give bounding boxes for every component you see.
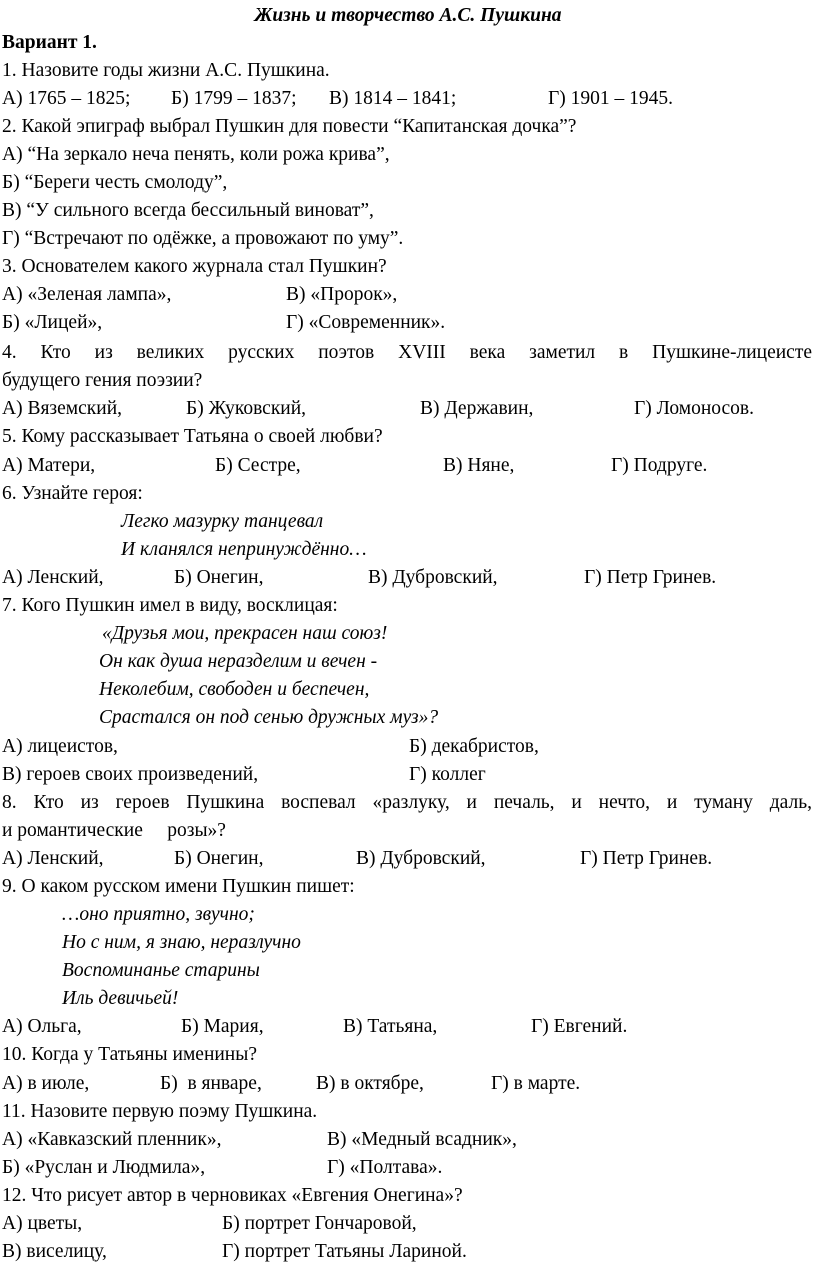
q7-answer-b: Б) декабристов,	[409, 736, 539, 757]
q9-verse-line: …оно приятно, звучно;	[62, 904, 255, 925]
question-12: 12. Что рисует автор в черновиках «Евгения Онегина»?	[2, 1185, 463, 1206]
q9-answer-b: Б) Мария,	[181, 1016, 264, 1037]
q11-answer-a: А) «Кавказский пленник»,	[2, 1129, 222, 1150]
q2-answer-b: Б) “Береги честь смолоду”,	[2, 172, 228, 193]
question-2: 2. Какой эпиграф выбрал Пушкин для повести “Капитанская дочка”?	[2, 116, 577, 137]
q12-answer-a: А) цветы,	[2, 1213, 83, 1234]
q10-answer-b: Б) в январе,	[160, 1073, 262, 1094]
q4-answer-a: А) Вяземский,	[2, 398, 122, 419]
q3-answer-b: Б) «Лицей»,	[2, 312, 103, 333]
page-title: Жизнь и творчество А.С. Пушкина	[254, 5, 562, 26]
q5-answer-v: В) Няне,	[443, 455, 515, 476]
question-9: 9. О каком русском имени Пушкин пишет:	[2, 876, 355, 897]
question-8-line-1: 8. Кто из героев Пушкина воспевал «разлуку, и печаль, и нечто, и туману даль,	[2, 792, 812, 813]
q9-answer-g: Г) Евгений.	[531, 1016, 628, 1037]
q7-verse-line: «Друзья мои, прекрасен наш союз!	[102, 623, 388, 644]
q5-answer-a: А) Матери,	[2, 455, 96, 476]
q2-answer-v: В) “У сильного всегда бессильный виноват”,	[2, 200, 374, 221]
q6-verse-line: Легко мазурку танцевал	[121, 511, 324, 532]
q10-answer-a: А) в июле,	[2, 1073, 90, 1094]
q1-answer-v: В) 1814 – 1841;	[329, 88, 457, 109]
q5-answer-b: Б) Сестре,	[215, 455, 301, 476]
q8-answer-v: В) Дубровский,	[356, 848, 486, 869]
q9-answer-a: А) Ольга,	[2, 1016, 82, 1037]
question-1: 1. Назовите годы жизни А.С. Пушкина.	[2, 60, 330, 81]
q12-answer-g: Г) портрет Татьяны Лариной.	[222, 1241, 467, 1262]
q8-answer-b: Б) Онегин,	[174, 848, 264, 869]
q11-answer-v: В) «Медный всадник»,	[327, 1129, 517, 1150]
q7-verse-line: Он как душа неразделим и вечен -	[99, 651, 378, 672]
q9-verse-line: Воспоминанье старины	[62, 960, 260, 981]
q1-answer-b: Б) 1799 – 1837;	[171, 88, 297, 109]
q7-verse-line: Срастался он под сенью дружных муз»?	[99, 707, 439, 728]
q6-answer-a: А) Ленский,	[2, 567, 104, 588]
q6-answer-b: Б) Онегин,	[174, 567, 264, 588]
q8-answer-a: А) Ленский,	[2, 848, 104, 869]
q11-answer-g: Г) «Полтава».	[327, 1157, 443, 1178]
q4-answer-g: Г) Ломоносов.	[634, 398, 755, 419]
q2-answer-g: Г) “Встречают по одёжке, а провожают по уму”.	[2, 228, 404, 249]
question-7: 7. Кого Пушкин имел в виду, восклицая:	[2, 595, 338, 616]
question-4-line-1: 4. Кто из великих русских поэтов XVIII века заметил в Пушкине-лицеисте	[2, 342, 812, 363]
question-4-line-2: будущего гения поэзии?	[2, 370, 203, 391]
q12-answer-v: В) виселицу,	[2, 1241, 107, 1262]
q2-answer-a: А) “На зеркало неча пенять, коли рожа крива”,	[2, 144, 390, 165]
q1-answer-a: А) 1765 – 1825;	[2, 88, 131, 109]
q9-answer-v: В) Татьяна,	[343, 1016, 438, 1037]
q10-answer-v: В) в октябре,	[316, 1073, 424, 1094]
q12-answer-b: Б) портрет Гончаровой,	[222, 1213, 417, 1234]
q4-answer-b: Б) Жуковский,	[186, 398, 307, 419]
question-3: 3. Основателем какого журнала стал Пушкин?	[2, 256, 387, 277]
q8-answer-g: Г) Петр Гринев.	[580, 848, 713, 869]
question-11: 11. Назовите первую поэму Пушкина.	[2, 1101, 318, 1122]
q7-answer-v: В) героев своих произведений,	[2, 764, 259, 785]
q7-answer-g: Г) коллег	[409, 764, 486, 785]
q10-answer-g: Г) в марте.	[491, 1073, 581, 1094]
question-8-line-2: и романтические розы»?	[2, 820, 226, 841]
q6-answer-v: В) Дубровский,	[368, 567, 498, 588]
q6-verse-line: И кланялся непринуждённо…	[121, 539, 367, 560]
q5-answer-g: Г) Подруге.	[611, 455, 708, 476]
variant-heading: Вариант 1.	[2, 32, 97, 53]
q7-verse-line: Неколебим, свободен и беспечен,	[99, 679, 370, 700]
question-6: 6. Узнайте героя:	[2, 483, 143, 504]
q7-answer-a: А) лицеистов,	[2, 736, 118, 757]
q11-answer-b: Б) «Руслан и Людмила»,	[2, 1157, 206, 1178]
question-5: 5. Кому рассказывает Татьяна о своей любви?	[2, 426, 383, 447]
q3-answer-g: Г) «Современник».	[286, 312, 446, 333]
q4-answer-v: В) Державин,	[420, 398, 534, 419]
q3-answer-v: В) «Пророк»,	[286, 284, 398, 305]
q9-verse-line: Иль девичьей!	[62, 988, 179, 1009]
q9-verse-line: Но с ним, я знаю, неразлучно	[62, 932, 301, 953]
q3-answer-a: А) «Зеленая лампа»,	[2, 284, 172, 305]
q1-answer-g: Г) 1901 – 1945.	[548, 88, 674, 109]
q6-answer-g: Г) Петр Гринев.	[584, 567, 717, 588]
question-10: 10. Когда у Татьяны именины?	[2, 1044, 258, 1065]
